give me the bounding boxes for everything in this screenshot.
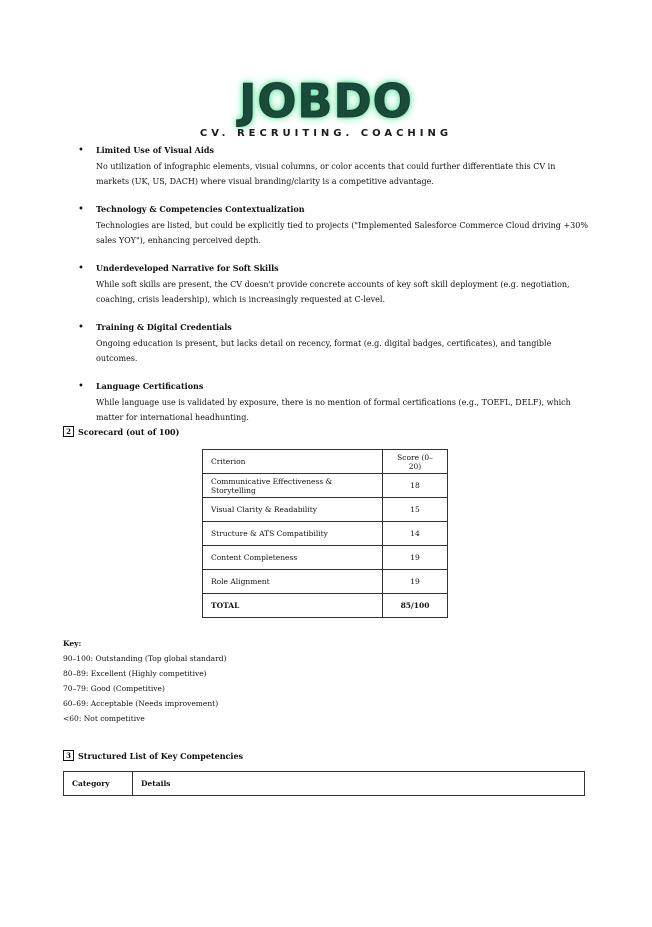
criterion-cell: Visual Clarity & Readability xyxy=(203,498,383,522)
key-item: 60–69: Acceptable (Needs improvement) xyxy=(63,699,219,708)
key-item: 80–89: Excellent (Highly competitive) xyxy=(63,669,207,678)
bullet-body: While language use is validated by exposure, there is no mention of formal certifications (e.g., TOEFL, DELF), which matter for international headhunting. xyxy=(96,397,571,422)
table-header-cell: Criterion xyxy=(203,450,383,474)
competencies-table xyxy=(63,771,585,796)
score-key xyxy=(63,636,226,726)
table-header-row xyxy=(64,772,585,796)
logo-wordmark: JOBDO xyxy=(239,74,413,128)
improvement-bullet-list xyxy=(78,143,588,438)
bullet-title: Language Certifications xyxy=(96,381,204,391)
bullet-item xyxy=(78,379,588,426)
score-cell: 19 xyxy=(383,546,448,570)
jobdo-logo xyxy=(0,74,652,126)
table-header-row xyxy=(203,450,448,474)
score-cell: 18 xyxy=(383,474,448,498)
table-row xyxy=(203,522,448,546)
logo-tagline: CV. RECRUITING. COACHING xyxy=(199,128,453,139)
bullet-dot-icon: • xyxy=(78,204,84,215)
bullet-body: Technologies are listed, but could be explicitly tied to projects ("Implemented Salesforce Commerce Cloud driving +30% sales YOY"), enhancing perceived depth. xyxy=(96,220,588,245)
criterion-cell: Role Alignment xyxy=(203,570,383,594)
criterion-cell: Structure & ATS Compatibility xyxy=(203,522,383,546)
bullet-dot-icon: • xyxy=(78,322,84,333)
scorecard-title: Scorecard (out of 100) xyxy=(78,426,180,437)
section-number-badge: 3 xyxy=(63,750,74,761)
key-item: 90–100: Outstanding (Top global standard) xyxy=(63,654,227,663)
key-item: 70–79: Good (Competitive) xyxy=(63,684,165,693)
table-row xyxy=(203,474,448,498)
total-label-cell: TOTAL xyxy=(203,594,383,618)
score-cell: 14 xyxy=(383,522,448,546)
bullet-body: No utilization of infographic elements, visual columns, or color accents that could further differentiate this CV in markets (UK, US, DACH) where visual branding/clarity is a competitive advantage. xyxy=(96,161,556,186)
competencies-heading xyxy=(63,750,243,761)
table-total-row xyxy=(203,594,448,618)
section-number-badge: 2 xyxy=(63,426,74,437)
key-title: Key: xyxy=(63,639,82,648)
bullet-item xyxy=(78,202,588,249)
table-row xyxy=(203,570,448,594)
competencies-title: Structured List of Key Competencies xyxy=(78,750,244,761)
bullet-title: Underdeveloped Narrative for Soft Skills xyxy=(96,263,279,273)
table-header-cell: Details xyxy=(133,772,585,796)
bullet-body: Ongoing education is present, but lacks detail on recency, format (e.g. digital badges, certificates), and tangible outcomes. xyxy=(96,338,552,363)
bullet-title: Limited Use of Visual Aids xyxy=(96,145,215,155)
table-row xyxy=(203,546,448,570)
score-cell: 19 xyxy=(383,570,448,594)
scorecard-heading xyxy=(63,426,179,437)
table-header-cell: Score (0–20) xyxy=(383,450,448,474)
bullet-item xyxy=(78,320,588,367)
criterion-cell: Communicative Effectiveness & Storytelling xyxy=(203,474,383,498)
criterion-cell: Content Completeness xyxy=(203,546,383,570)
bullet-dot-icon: • xyxy=(78,381,84,392)
total-score-cell: 85/100 xyxy=(383,594,448,618)
score-cell: 15 xyxy=(383,498,448,522)
key-item: <60: Not competitive xyxy=(63,714,145,723)
scorecard-table xyxy=(202,449,448,618)
bullet-dot-icon: • xyxy=(78,145,84,156)
bullet-item xyxy=(78,261,588,308)
bullet-title: Training & Digital Credentials xyxy=(96,322,232,332)
table-header-cell: Category xyxy=(64,772,133,796)
table-row xyxy=(203,498,448,522)
bullet-title: Technology & Competencies Contextualization xyxy=(96,204,305,214)
bullet-body: While soft skills are present, the CV doesn't provide concrete accounts of key soft skill deployment (e.g. negotiation, coaching, crisis leadership), which is increasingly requested at C-level. xyxy=(96,279,570,304)
bullet-dot-icon: • xyxy=(78,263,84,274)
bullet-item xyxy=(78,143,588,190)
